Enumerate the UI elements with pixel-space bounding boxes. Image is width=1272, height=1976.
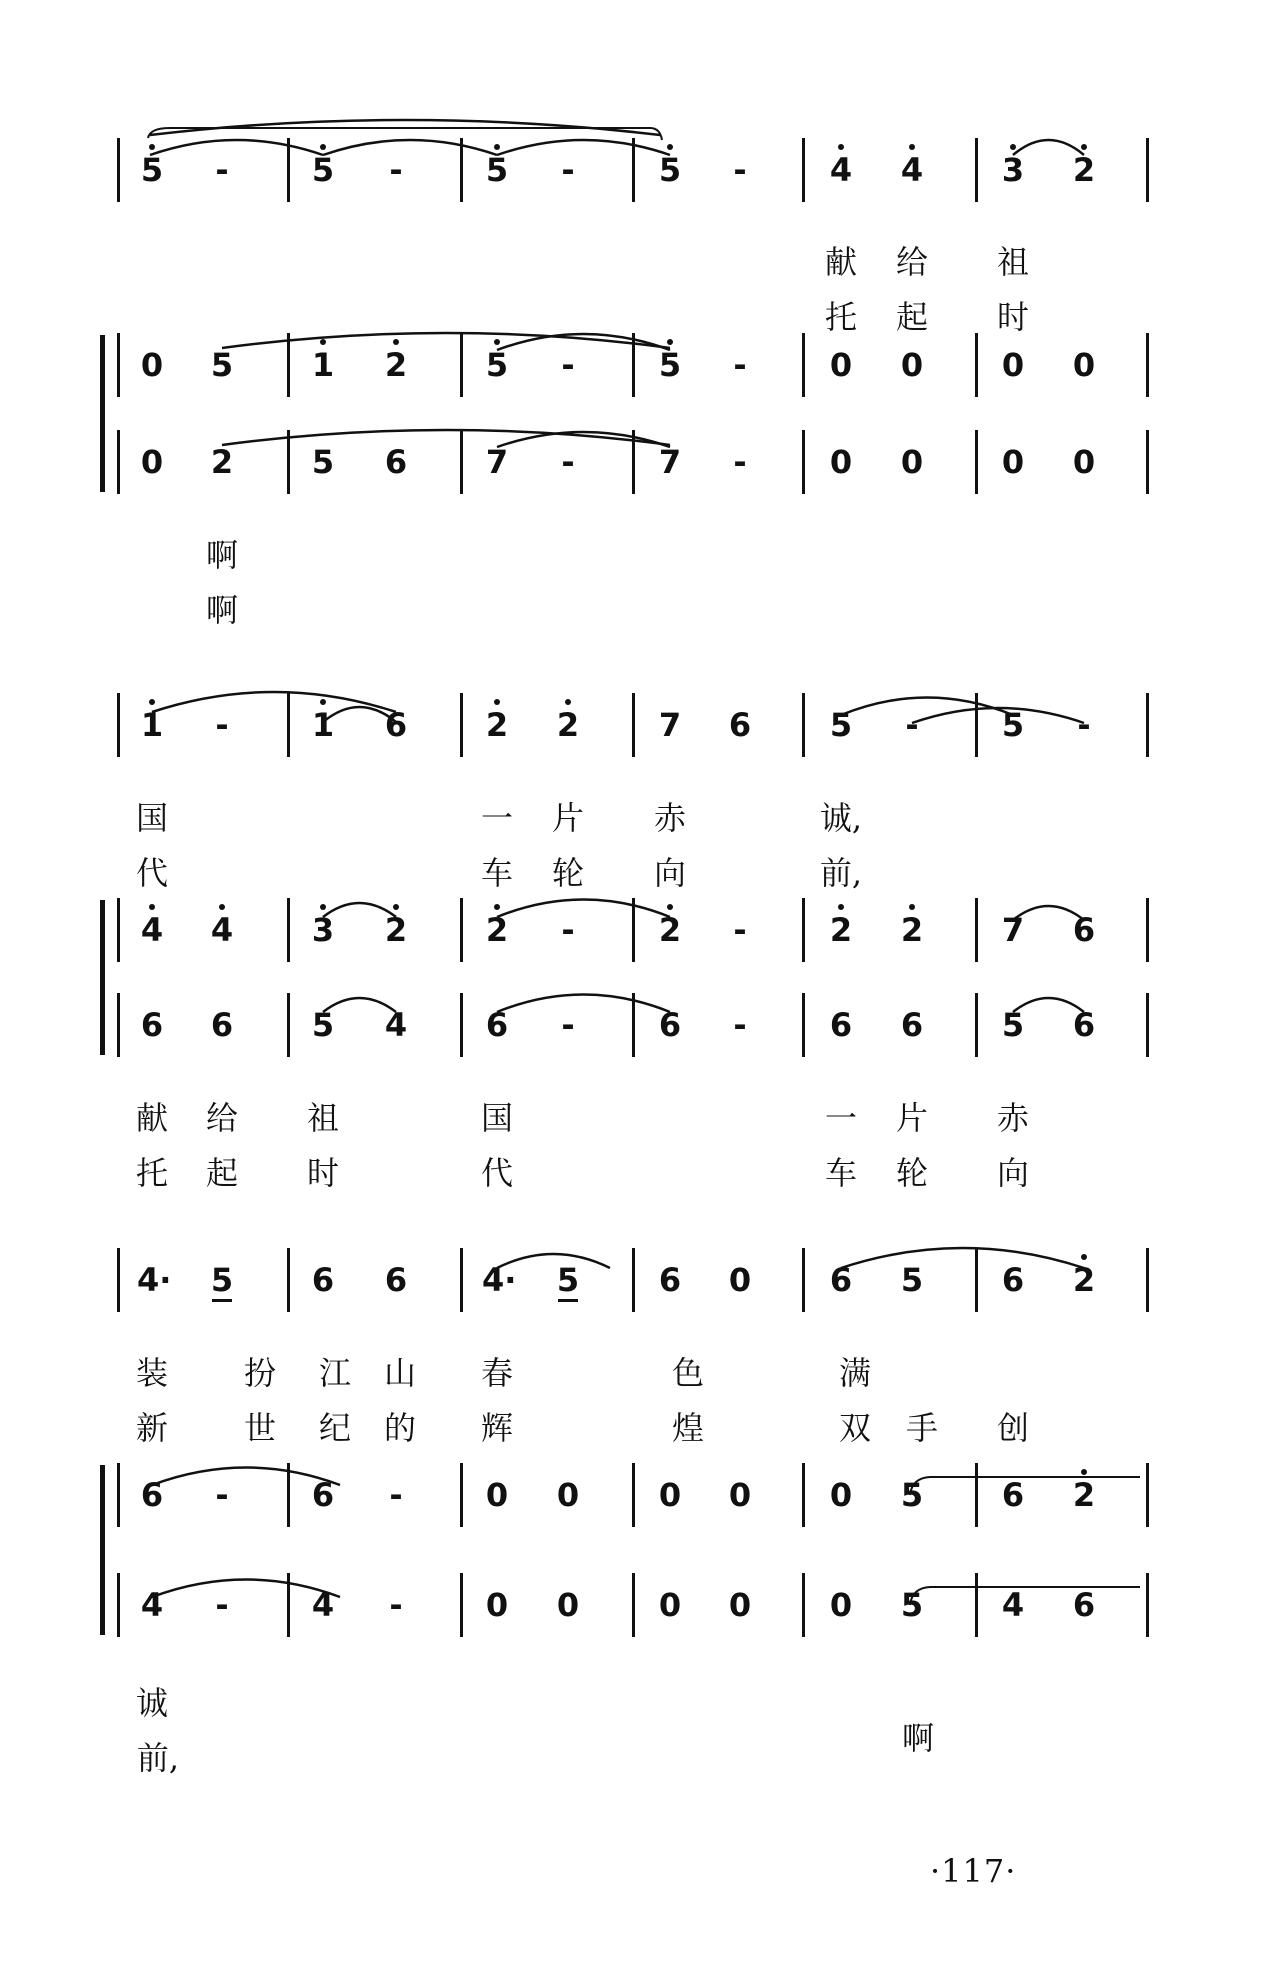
jianpu-note: 5 bbox=[553, 1250, 583, 1310]
jianpu-note: 0 bbox=[900, 346, 924, 384]
jianpu-note: 0 bbox=[900, 443, 924, 481]
jianpu-note: - bbox=[389, 1476, 403, 1514]
eighth-underline bbox=[558, 1299, 578, 1302]
jianpu-note: 4 bbox=[140, 1586, 164, 1624]
bar-line bbox=[975, 898, 978, 962]
lyric-char: 装 bbox=[135, 1354, 168, 1392]
lyric-char: 满 bbox=[838, 1354, 871, 1392]
lyric-char: 世 bbox=[243, 1409, 276, 1447]
bar-line bbox=[287, 430, 290, 494]
jianpu-note: 0 bbox=[1072, 443, 1096, 481]
bar-line bbox=[975, 1463, 978, 1527]
bar-line bbox=[287, 693, 290, 757]
jianpu-note: 2 bbox=[1069, 1465, 1099, 1525]
page-number: ·117· bbox=[930, 1852, 1017, 1890]
jianpu-note: 7 bbox=[485, 443, 509, 481]
jianpu-note: 6 bbox=[829, 1261, 853, 1299]
lyric-char: 祖 bbox=[306, 1099, 339, 1137]
lyric-char: 春 bbox=[480, 1354, 513, 1392]
jianpu-note: 6 bbox=[311, 1261, 335, 1299]
jianpu-note: 5 bbox=[210, 346, 234, 384]
jianpu-note: 2 bbox=[1069, 1250, 1099, 1310]
lyric-char: 向 bbox=[996, 1154, 1029, 1192]
bar-line bbox=[975, 993, 978, 1057]
octave-dot bbox=[1081, 144, 1087, 150]
bar-line bbox=[632, 1463, 635, 1527]
jianpu-note: 0 bbox=[556, 1476, 580, 1514]
jianpu-note: 0 bbox=[829, 1586, 853, 1624]
jianpu-note: 6 bbox=[658, 1006, 682, 1044]
lyric-char: 啊 bbox=[205, 536, 238, 574]
bar-line bbox=[287, 1463, 290, 1527]
jianpu-note: 0 bbox=[829, 346, 853, 384]
jianpu-note: 6 bbox=[728, 706, 752, 744]
lyric-char: 片 bbox=[895, 1099, 928, 1137]
jianpu-note: 6 bbox=[829, 1006, 853, 1044]
octave-dot bbox=[393, 904, 399, 910]
brace bbox=[100, 335, 105, 492]
bar-line bbox=[632, 1573, 635, 1637]
jianpu-note: 5 bbox=[482, 335, 512, 395]
jianpu-note: 0 bbox=[1001, 443, 1025, 481]
bar-line bbox=[975, 693, 978, 757]
jianpu-note: 5 bbox=[1001, 1006, 1025, 1044]
octave-dot bbox=[909, 144, 915, 150]
octave-dot bbox=[494, 904, 500, 910]
jianpu-note: - bbox=[561, 911, 575, 949]
octave-dot bbox=[1081, 1469, 1087, 1475]
lyric-char: 起 bbox=[895, 298, 928, 336]
octave-dot bbox=[565, 699, 571, 705]
bar-line bbox=[117, 138, 120, 202]
lyric-char: 祖 bbox=[996, 243, 1029, 281]
jianpu-note: 6 bbox=[140, 1006, 164, 1044]
bar-line bbox=[802, 693, 805, 757]
lyric-char: 给 bbox=[895, 243, 928, 281]
jianpu-note: 6 bbox=[384, 443, 408, 481]
jianpu-note: 6 bbox=[658, 1261, 682, 1299]
bar-line bbox=[632, 693, 635, 757]
bar-line bbox=[287, 138, 290, 202]
jianpu-note: - bbox=[733, 443, 747, 481]
jianpu-note: - bbox=[215, 151, 229, 189]
bar-line bbox=[117, 1573, 120, 1637]
jianpu-note: 2 bbox=[897, 900, 927, 960]
lyric-char: 煌 bbox=[671, 1409, 704, 1447]
bar-line bbox=[975, 430, 978, 494]
lyric-char: 江 bbox=[318, 1354, 351, 1392]
jianpu-note: 5 bbox=[311, 443, 335, 481]
bar-line bbox=[632, 898, 635, 962]
jianpu-note: 7 bbox=[1001, 911, 1025, 949]
lyric-char: 轮 bbox=[551, 854, 584, 892]
jianpu-note: 1 bbox=[308, 695, 338, 755]
jianpu-note: - bbox=[389, 151, 403, 189]
bar-line bbox=[1146, 333, 1149, 397]
jianpu-note: 6 bbox=[1072, 911, 1096, 949]
bar-line bbox=[1146, 1573, 1149, 1637]
lyric-char: 起 bbox=[205, 1154, 238, 1192]
jianpu-note: 0 bbox=[140, 443, 164, 481]
bar-line bbox=[632, 1248, 635, 1312]
lyric-char: 向 bbox=[653, 854, 686, 892]
jianpu-note: 6 bbox=[1001, 1476, 1025, 1514]
jianpu-note: 5 bbox=[308, 140, 338, 200]
octave-dot bbox=[838, 144, 844, 150]
jianpu-note: 1 bbox=[137, 695, 167, 755]
jianpu-note: 2 bbox=[655, 900, 685, 960]
bar-line bbox=[1146, 693, 1149, 757]
jianpu-note: 5 bbox=[207, 1250, 237, 1310]
lyric-char: 时 bbox=[996, 298, 1029, 336]
jianpu-note: 4 bbox=[137, 900, 167, 960]
bar-line bbox=[1146, 898, 1149, 962]
jianpu-note: 4 bbox=[826, 140, 856, 200]
jianpu-note: 2 bbox=[210, 443, 234, 481]
lyric-char: 托 bbox=[824, 298, 857, 336]
jianpu-note: 5 bbox=[900, 1586, 924, 1624]
bar-line bbox=[117, 430, 120, 494]
jianpu-note: 2 bbox=[482, 900, 512, 960]
lyric-char: 给 bbox=[205, 1099, 238, 1137]
bar-line bbox=[117, 993, 120, 1057]
octave-dot bbox=[320, 699, 326, 705]
lyric-char: 山 bbox=[383, 1354, 416, 1392]
jianpu-note: 0 bbox=[658, 1476, 682, 1514]
brace bbox=[100, 900, 105, 1055]
lyric-char: 新 bbox=[135, 1409, 168, 1447]
jianpu-note: 6 bbox=[1001, 1261, 1025, 1299]
bar-line bbox=[975, 333, 978, 397]
jianpu-note: 0 bbox=[728, 1586, 752, 1624]
lyric-char: 前, bbox=[136, 1739, 180, 1777]
octave-dot bbox=[149, 699, 155, 705]
lyric-char: 创 bbox=[996, 1409, 1029, 1447]
lyric-char: 献 bbox=[135, 1099, 168, 1137]
lyric-char: 代 bbox=[480, 1154, 513, 1192]
octave-dot bbox=[494, 144, 500, 150]
jianpu-note: 2 bbox=[826, 900, 856, 960]
bar-line bbox=[117, 898, 120, 962]
jianpu-note: - bbox=[389, 1586, 403, 1624]
lyric-char: 前, bbox=[819, 854, 863, 892]
jianpu-note: 6 bbox=[1072, 1586, 1096, 1624]
jianpu-note: 5 bbox=[482, 140, 512, 200]
octave-dot bbox=[149, 904, 155, 910]
bar-line bbox=[975, 1248, 978, 1312]
jianpu-note: 5 bbox=[900, 1261, 924, 1299]
jianpu-note: 5 bbox=[137, 140, 167, 200]
jianpu-note: - bbox=[215, 1586, 229, 1624]
bar-line bbox=[460, 430, 463, 494]
jianpu-note: 6 bbox=[485, 1006, 509, 1044]
jianpu-note: - bbox=[561, 1006, 575, 1044]
octave-dot bbox=[393, 339, 399, 345]
lyric-char: 时 bbox=[306, 1154, 339, 1192]
jianpu-note: 2 bbox=[381, 900, 411, 960]
lyric-char: 赤 bbox=[653, 799, 686, 837]
bar-line bbox=[287, 1248, 290, 1312]
lyric-char: 托 bbox=[135, 1154, 168, 1192]
bar-line bbox=[975, 1573, 978, 1637]
jianpu-note: 2 bbox=[381, 335, 411, 395]
jianpu-note: 0 bbox=[140, 346, 164, 384]
lyric-char: 赤 bbox=[996, 1099, 1029, 1137]
lyric-char: 的 bbox=[383, 1409, 416, 1447]
eighth-underline bbox=[212, 1299, 232, 1302]
bar-line bbox=[632, 138, 635, 202]
lyric-char: 国 bbox=[480, 1099, 513, 1137]
bar-line bbox=[802, 898, 805, 962]
octave-dot bbox=[320, 339, 326, 345]
jianpu-note: 7 bbox=[658, 443, 682, 481]
bar-line bbox=[1146, 1463, 1149, 1527]
bar-line bbox=[802, 1463, 805, 1527]
bar-line bbox=[460, 333, 463, 397]
bar-line bbox=[802, 333, 805, 397]
jianpu-note: 6 bbox=[1072, 1006, 1096, 1044]
lyric-char: 一 bbox=[480, 799, 513, 837]
jianpu-note: 5 bbox=[900, 1476, 924, 1514]
jianpu-note: 0 bbox=[485, 1586, 509, 1624]
jianpu-note: 5 bbox=[1001, 706, 1025, 744]
jianpu-note: - bbox=[215, 1476, 229, 1514]
jianpu-note: 5 bbox=[311, 1006, 335, 1044]
bar-line bbox=[460, 898, 463, 962]
jianpu-note: - bbox=[905, 706, 919, 744]
bar-line bbox=[975, 138, 978, 202]
jianpu-note: 3 bbox=[998, 140, 1028, 200]
lyric-char: 轮 bbox=[895, 1154, 928, 1192]
bar-line bbox=[802, 138, 805, 202]
jianpu-note: 2 bbox=[553, 695, 583, 755]
bar-line bbox=[802, 1248, 805, 1312]
octave-dot bbox=[1081, 1254, 1087, 1260]
bar-line bbox=[117, 333, 120, 397]
octave-dot bbox=[219, 904, 225, 910]
lyric-char: 车 bbox=[480, 854, 513, 892]
bar-line bbox=[1146, 138, 1149, 202]
bar-line bbox=[460, 1248, 463, 1312]
octave-dot bbox=[667, 904, 673, 910]
lyric-char: 辉 bbox=[480, 1409, 513, 1447]
lyric-char: 诚 bbox=[135, 1684, 168, 1722]
bar-line bbox=[287, 333, 290, 397]
jianpu-note: 4 bbox=[384, 1006, 408, 1044]
jianpu-note: 4· bbox=[137, 1261, 172, 1299]
octave-dot bbox=[149, 144, 155, 150]
jianpu-note: 4 bbox=[897, 140, 927, 200]
lyric-char: 诚, bbox=[819, 799, 863, 837]
octave-dot bbox=[320, 904, 326, 910]
jianpu-note: - bbox=[733, 346, 747, 384]
lyric-char: 双 bbox=[838, 1409, 871, 1447]
jianpu-note: 6 bbox=[210, 1006, 234, 1044]
bar-line bbox=[460, 138, 463, 202]
lyric-char: 色 bbox=[671, 1354, 704, 1392]
lyric-char: 纪 bbox=[318, 1409, 351, 1447]
lyric-char: 代 bbox=[135, 854, 168, 892]
jianpu-note: 0 bbox=[485, 1476, 509, 1514]
octave-dot bbox=[909, 904, 915, 910]
bar-line bbox=[1146, 993, 1149, 1057]
bar-line bbox=[802, 993, 805, 1057]
jianpu-note: 2 bbox=[1069, 140, 1099, 200]
bar-line bbox=[287, 898, 290, 962]
octave-dot bbox=[667, 144, 673, 150]
jianpu-note: 7 bbox=[658, 706, 682, 744]
jianpu-note: 6 bbox=[384, 706, 408, 744]
lyric-char: 片 bbox=[551, 799, 584, 837]
jianpu-note: 0 bbox=[728, 1261, 752, 1299]
jianpu-note: - bbox=[1077, 706, 1091, 744]
jianpu-note: 1 bbox=[308, 335, 338, 395]
jianpu-note: 0 bbox=[829, 443, 853, 481]
lyric-char: 国 bbox=[135, 799, 168, 837]
jianpu-note: 0 bbox=[658, 1586, 682, 1624]
jianpu-note: 5 bbox=[655, 140, 685, 200]
jianpu-note: 5 bbox=[655, 335, 685, 395]
bar-line bbox=[287, 1573, 290, 1637]
lyric-char: 献 bbox=[824, 243, 857, 281]
bar-line bbox=[802, 430, 805, 494]
jianpu-note: 6 bbox=[140, 1476, 164, 1514]
jianpu-note: - bbox=[733, 911, 747, 949]
bar-line bbox=[632, 993, 635, 1057]
bar-line bbox=[460, 993, 463, 1057]
lyric-char: 手 bbox=[905, 1409, 938, 1447]
octave-dot bbox=[838, 904, 844, 910]
octave-dot bbox=[1010, 144, 1016, 150]
jianpu-note: 5 bbox=[829, 706, 853, 744]
bar-line bbox=[1146, 1248, 1149, 1312]
bar-line bbox=[117, 1248, 120, 1312]
jianpu-note: 0 bbox=[1072, 346, 1096, 384]
jianpu-note: - bbox=[215, 706, 229, 744]
bar-line bbox=[802, 1573, 805, 1637]
bar-line bbox=[632, 430, 635, 494]
jianpu-note: 4· bbox=[482, 1261, 517, 1299]
bar-line bbox=[117, 1463, 120, 1527]
jianpu-note: 0 bbox=[728, 1476, 752, 1514]
jianpu-note: 0 bbox=[829, 1476, 853, 1514]
jianpu-note: - bbox=[561, 151, 575, 189]
octave-dot bbox=[494, 699, 500, 705]
bar-line bbox=[1146, 430, 1149, 494]
jianpu-note: - bbox=[561, 346, 575, 384]
octave-dot bbox=[320, 144, 326, 150]
jianpu-note: 3 bbox=[308, 900, 338, 960]
jianpu-note: 4 bbox=[207, 900, 237, 960]
jianpu-note: 0 bbox=[556, 1586, 580, 1624]
lyric-char: 啊 bbox=[901, 1719, 934, 1757]
brace bbox=[100, 1465, 105, 1635]
jianpu-note: - bbox=[561, 443, 575, 481]
bar-line bbox=[632, 333, 635, 397]
lyric-char: 扮 bbox=[243, 1354, 276, 1392]
lyric-char: 一 bbox=[824, 1099, 857, 1137]
jianpu-note: 2 bbox=[482, 695, 512, 755]
lyric-char: 车 bbox=[824, 1154, 857, 1192]
jianpu-note: 0 bbox=[1001, 346, 1025, 384]
bar-line bbox=[460, 1573, 463, 1637]
bar-line bbox=[117, 693, 120, 757]
jianpu-note: 6 bbox=[384, 1261, 408, 1299]
bar-line bbox=[460, 693, 463, 757]
octave-dot bbox=[494, 339, 500, 345]
jianpu-note: - bbox=[733, 1006, 747, 1044]
jianpu-note: - bbox=[733, 151, 747, 189]
octave-dot bbox=[667, 339, 673, 345]
bar-line bbox=[460, 1463, 463, 1527]
jianpu-note: 4 bbox=[1001, 1586, 1025, 1624]
lyric-char: 啊 bbox=[205, 591, 238, 629]
bar-line bbox=[287, 993, 290, 1057]
jianpu-note: 4 bbox=[311, 1586, 335, 1624]
jianpu-note: 6 bbox=[900, 1006, 924, 1044]
jianpu-note: 6 bbox=[311, 1476, 335, 1514]
